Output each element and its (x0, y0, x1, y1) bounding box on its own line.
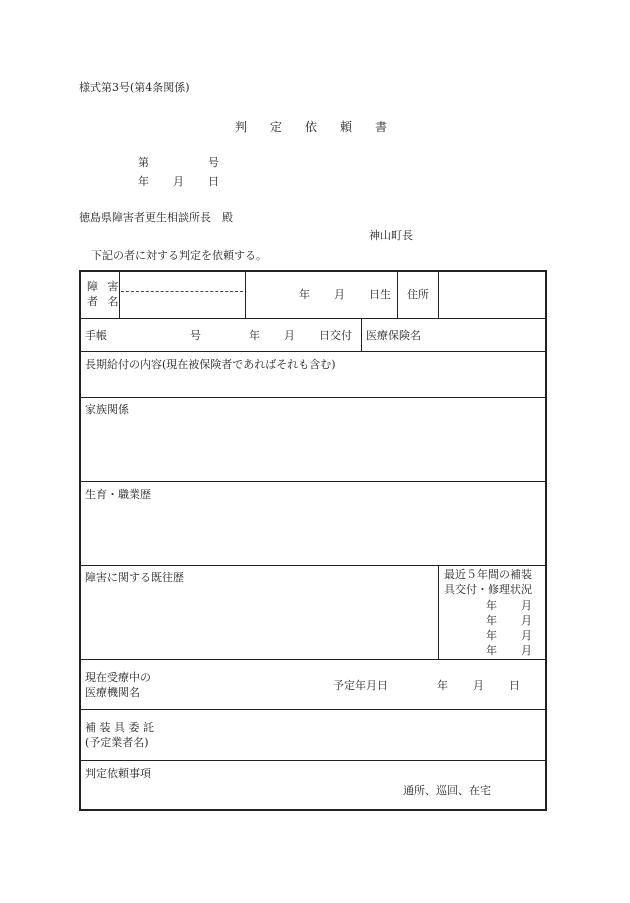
device-label-line1: 最近５年間の補装 (444, 568, 532, 581)
device-month: 月 (521, 629, 532, 642)
date-month: 月 (173, 175, 184, 188)
device-month: 月 (521, 599, 532, 612)
request-form-table (79, 270, 547, 811)
techo-label: 手帳 (85, 329, 107, 342)
row-divider (81, 318, 545, 319)
col-divider (438, 272, 439, 318)
col-divider (361, 318, 362, 351)
title-char: 依 (305, 120, 318, 134)
title-char: 判 (235, 120, 248, 134)
title-char: 定 (270, 120, 283, 134)
medical-label-line1: 現在受療中の (85, 671, 151, 684)
furigana-line (121, 291, 243, 292)
row-divider (81, 760, 545, 761)
row-divider (81, 709, 545, 710)
disability-history-label: 障害に関する既往歴 (85, 571, 184, 584)
request-label: 判定依頼事項 (85, 767, 151, 780)
request-options: 通所、巡回、在宅 (403, 784, 491, 797)
birth-month: 月 (334, 288, 345, 301)
addressee: 徳島県障害者更生相談所長 殿 (79, 211, 233, 224)
doc-number-label: 第 (138, 156, 149, 169)
address-label: 住所 (407, 288, 429, 301)
device-year: 年 (486, 614, 497, 627)
name-label-line2: 者 名 (87, 295, 122, 308)
insurance-label: 医療保険名 (366, 329, 421, 342)
device-year: 年 (486, 629, 497, 642)
birth-year: 年 (299, 288, 310, 301)
row-divider (81, 659, 545, 660)
device-label-line2: 具交付・修理状況 (444, 583, 532, 596)
name-label-line1: 障 害 (87, 280, 122, 293)
sched-day: 日 (509, 679, 520, 692)
device-year: 年 (486, 599, 497, 612)
device-contractor-line1: 補 装 具 委 託 (85, 721, 154, 734)
birth-day: 日生 (369, 288, 391, 301)
row-divider (81, 481, 545, 482)
sched-year: 年 (437, 679, 448, 692)
col-divider (438, 565, 439, 659)
title-char: 頼 (340, 120, 353, 134)
row-divider (81, 351, 545, 352)
techo-issued: 日交付 (319, 329, 352, 342)
history-label: 生育・職業歴 (85, 488, 151, 501)
doc-number-suffix: 号 (208, 156, 219, 169)
scheduled-date-label: 予定年月日 (333, 679, 388, 692)
col-divider (397, 272, 398, 318)
title-char: 書 (375, 120, 388, 134)
row-divider (81, 397, 545, 398)
col-divider (245, 272, 246, 318)
device-year: 年 (486, 644, 497, 657)
techo-number-suffix: 号 (190, 329, 201, 342)
intro-text: 下記の者に対する判定を依頼する。 (91, 249, 267, 262)
device-contractor-line2: (予定業者名) (85, 736, 149, 749)
sched-month: 月 (473, 679, 484, 692)
techo-month: 月 (284, 329, 295, 342)
date-year: 年 (138, 175, 149, 188)
long-benefit-label: 長期給付の内容(現在被保険者であればそれも含む) (85, 358, 336, 371)
techo-year: 年 (249, 329, 260, 342)
form-number: 様式第3号(第4条関係) (79, 81, 190, 94)
date-day: 日 (208, 175, 219, 188)
family-label: 家族関係 (85, 403, 129, 416)
sender: 神山町長 (369, 229, 413, 242)
device-month: 月 (521, 614, 532, 627)
medical-label-line2: 医療機関名 (85, 686, 140, 699)
device-month: 月 (521, 644, 532, 657)
row-divider (81, 565, 545, 566)
